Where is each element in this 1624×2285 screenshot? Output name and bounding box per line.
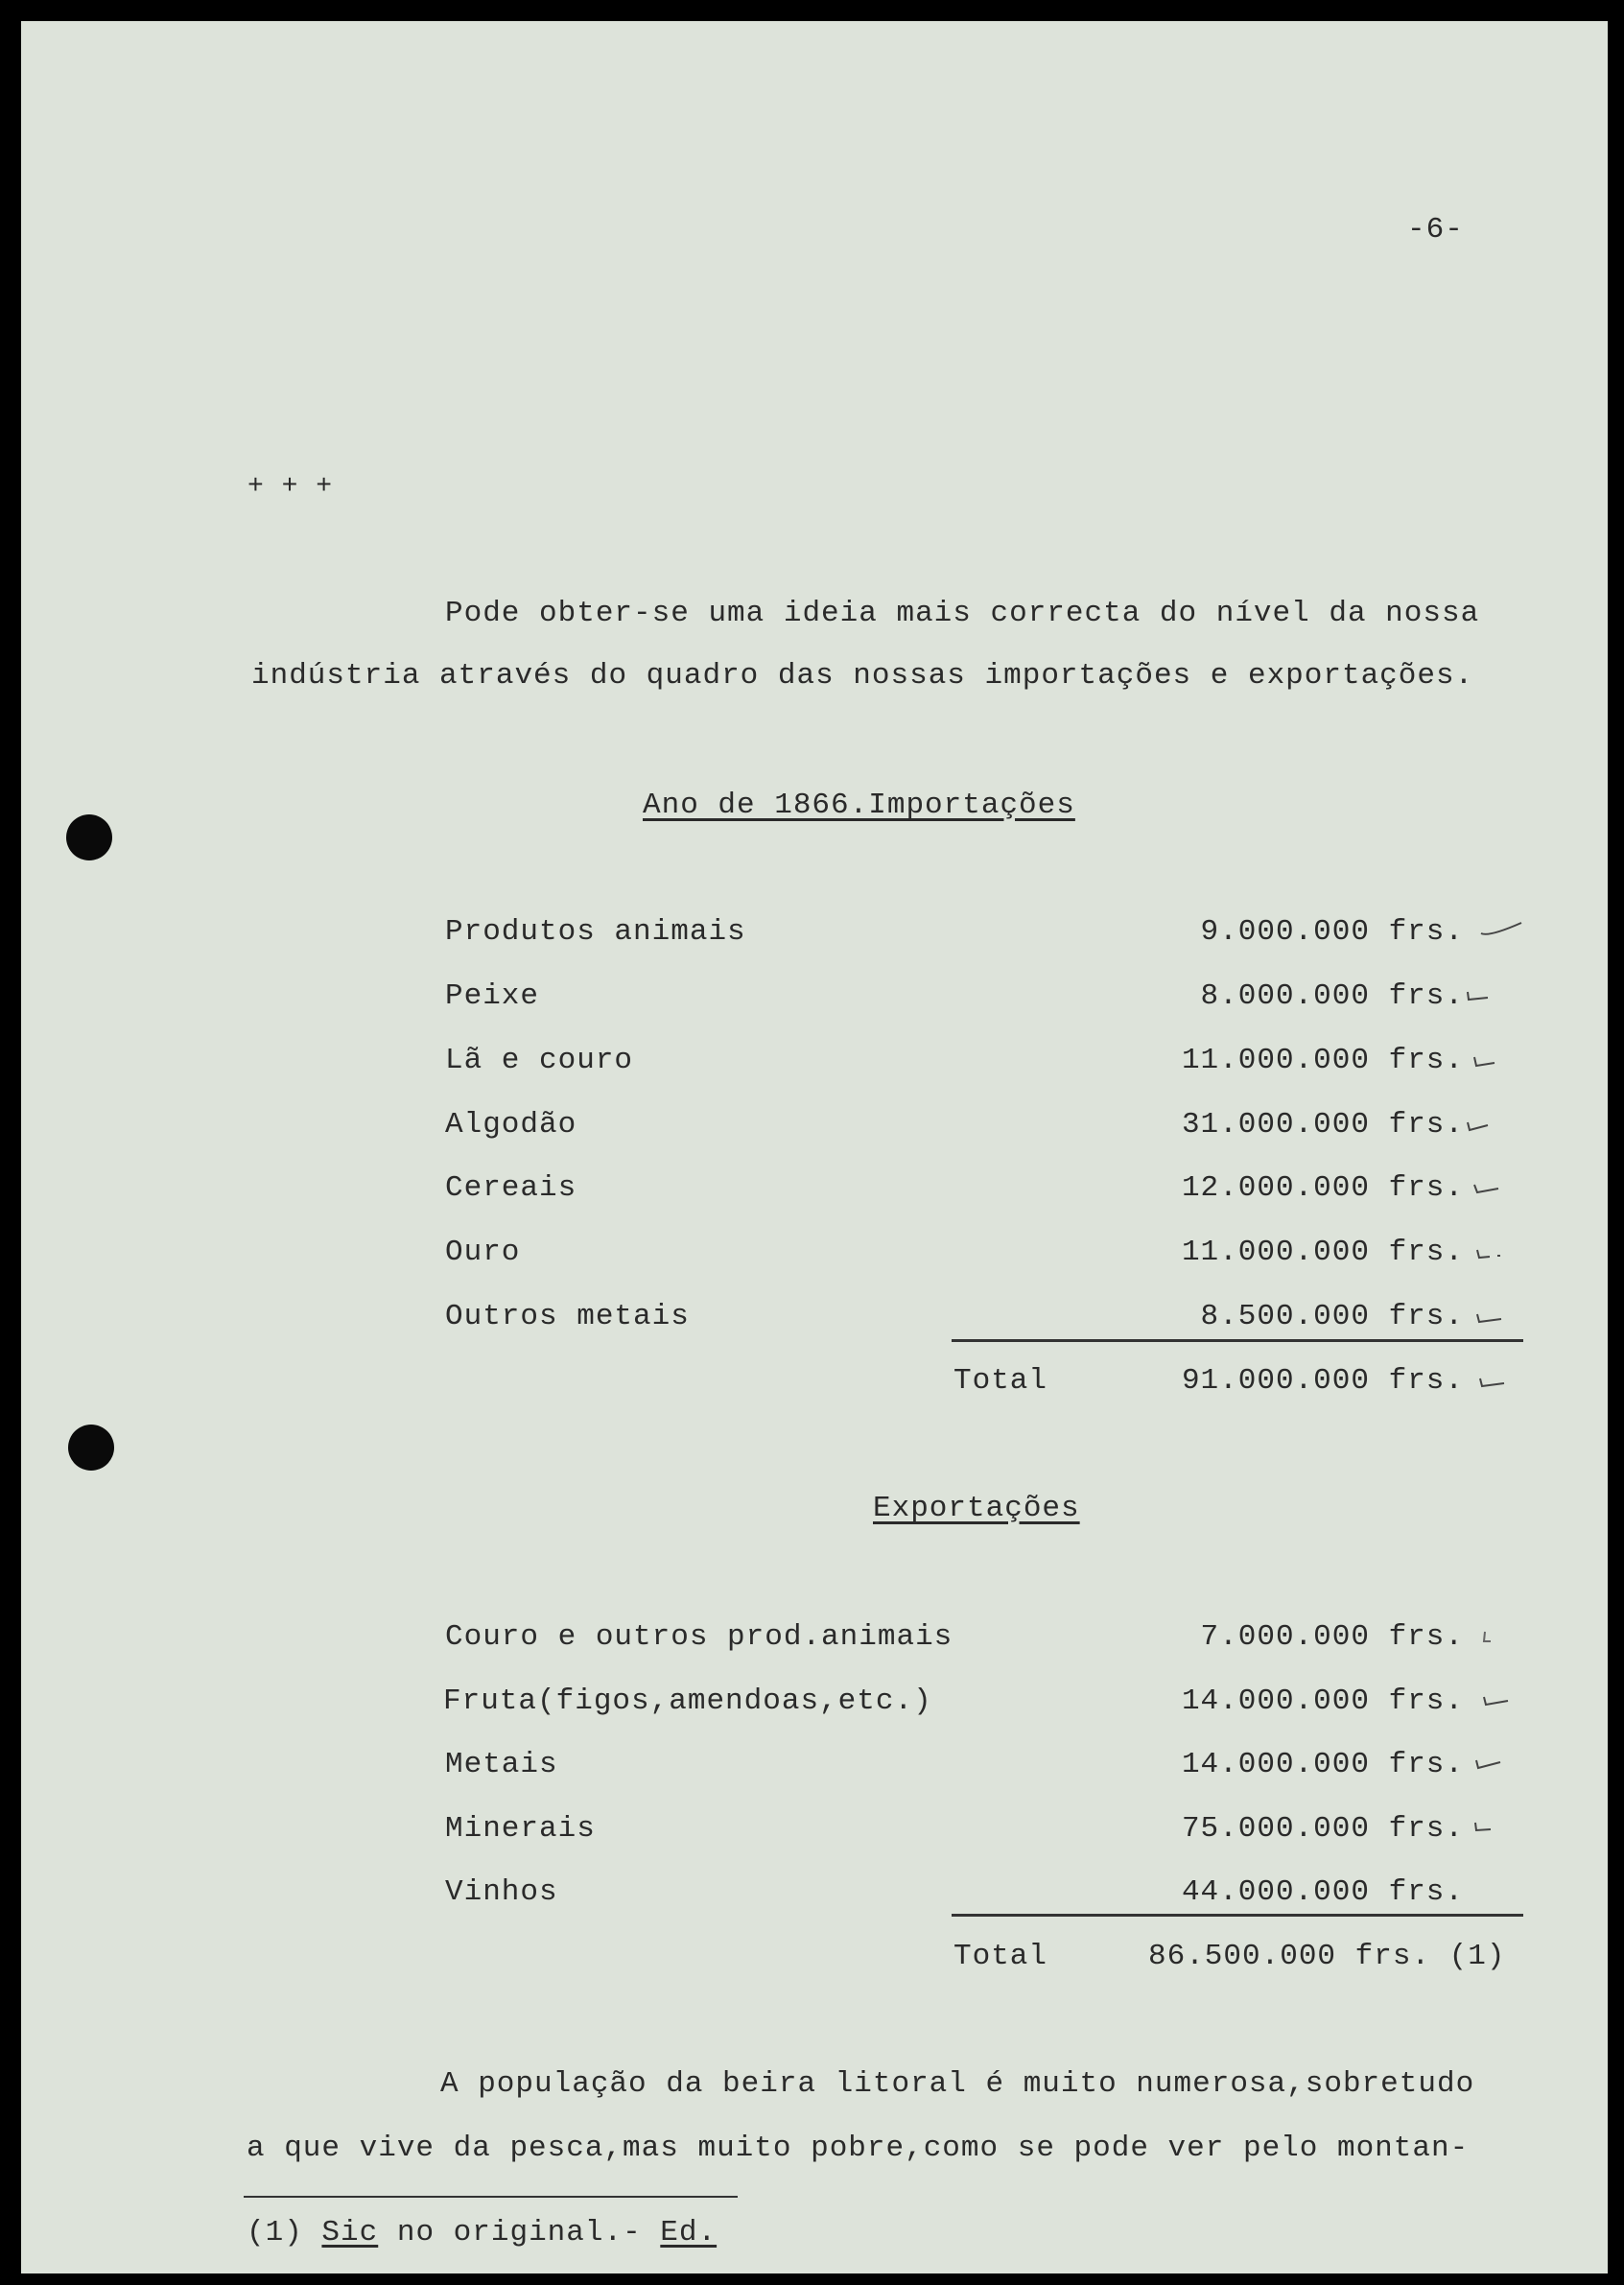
table-row-item: Outros metais: [445, 1300, 690, 1333]
table-row-amount: 14.000.000 frs.: [1181, 1684, 1464, 1718]
table-row-item: Lã e couro: [445, 1044, 634, 1077]
total-rule: [952, 1914, 1523, 1917]
imports-total-label: Total: [953, 1364, 1048, 1398]
table-row-item: Algodão: [445, 1108, 577, 1142]
table-row-amount: 44.000.000 frs.: [1181, 1875, 1464, 1909]
tick-mark-icon: [1481, 1694, 1510, 1709]
tick-mark-icon: [1479, 1630, 1498, 1647]
table-row-item: Peixe: [445, 979, 540, 1013]
table-row-item: Produtos animais: [445, 915, 746, 949]
footnote-ed: Ed.: [660, 2216, 718, 2250]
footnote: [247, 2216, 717, 2250]
total-rule: [952, 1339, 1523, 1342]
table-row-amount: 9.000.000 frs.: [1200, 915, 1464, 949]
table-row-amount: 8.500.000 frs.: [1200, 1300, 1464, 1333]
table-row-amount: 7.000.000 frs.: [1200, 1620, 1464, 1654]
exports-total-amount: 86.500.000 frs. (1): [1148, 1940, 1506, 1973]
imports-total-amount: 91.000.000 frs.: [1181, 1364, 1464, 1398]
table-row-amount: 14.000.000 frs.: [1181, 1748, 1464, 1781]
tick-mark-icon: [1465, 1119, 1492, 1135]
table-row-amount: 75.000.000 frs.: [1181, 1812, 1464, 1846]
table-row-amount: 11.000.000 frs.: [1181, 1236, 1464, 1269]
tick-mark-icon: [1465, 990, 1492, 1005]
tick-mark-icon: [1477, 1376, 1506, 1391]
tick-mark-icon: [1479, 920, 1523, 939]
closing-line-2: a que vive da pesca,mas muito pobre,como se pode ver pelo montan-: [247, 2132, 1470, 2165]
tick-mark-icon: [1474, 1311, 1503, 1327]
table-row-item: Vinhos: [445, 1875, 558, 1909]
tick-mark-icon: [1471, 1182, 1500, 1197]
tick-mark-icon: [1471, 1821, 1495, 1836]
page-number: -6-: [1407, 213, 1464, 247]
punch-hole-top: [66, 814, 112, 860]
intro-line-2: indústria através do quadro das nossas importações e exportações.: [251, 659, 1474, 693]
exports-heading: Exportações: [873, 1492, 1080, 1525]
table-row-item: Ouro: [445, 1236, 521, 1269]
table-row-item: Minerais: [445, 1812, 596, 1846]
exports-total-label: Total: [953, 1940, 1048, 1973]
intro-line-1: Pode obter-se uma ideia mais correcta do nível da nossa: [445, 597, 1480, 630]
punch-hole-bottom: [68, 1425, 114, 1471]
table-row-item: Metais: [445, 1748, 558, 1781]
tick-mark-icon: [1473, 1757, 1502, 1773]
footnote-sic: Sic: [321, 2216, 379, 2250]
table-row-amount: 11.000.000 frs.: [1181, 1044, 1464, 1077]
footnote-marker: (1): [247, 2216, 303, 2250]
table-row-amount: 31.000.000 frs.: [1181, 1108, 1464, 1142]
imports-heading: Ano de 1866.Importações: [643, 789, 1075, 822]
table-row-item: Fruta(figos,amendoas,etc.): [443, 1684, 932, 1718]
table-row-item: Cereais: [445, 1171, 577, 1205]
closing-line-1: A população da beira litoral é muito numerosa,sobretudo: [440, 2067, 1475, 2101]
table-row-amount: 8.000.000 frs.: [1200, 979, 1464, 1013]
footnote-text: no original.-: [396, 2216, 642, 2250]
table-row-amount: 12.000.000 frs.: [1181, 1171, 1464, 1205]
table-row-item: Couro e outros prod.animais: [445, 1620, 953, 1654]
tick-mark-icon: [1471, 1055, 1498, 1071]
tick-mark-icon: [1474, 1247, 1503, 1262]
footnote-rule: [244, 2196, 738, 2198]
section-separator: + + +: [247, 472, 334, 502]
document-page: [21, 21, 1608, 2273]
